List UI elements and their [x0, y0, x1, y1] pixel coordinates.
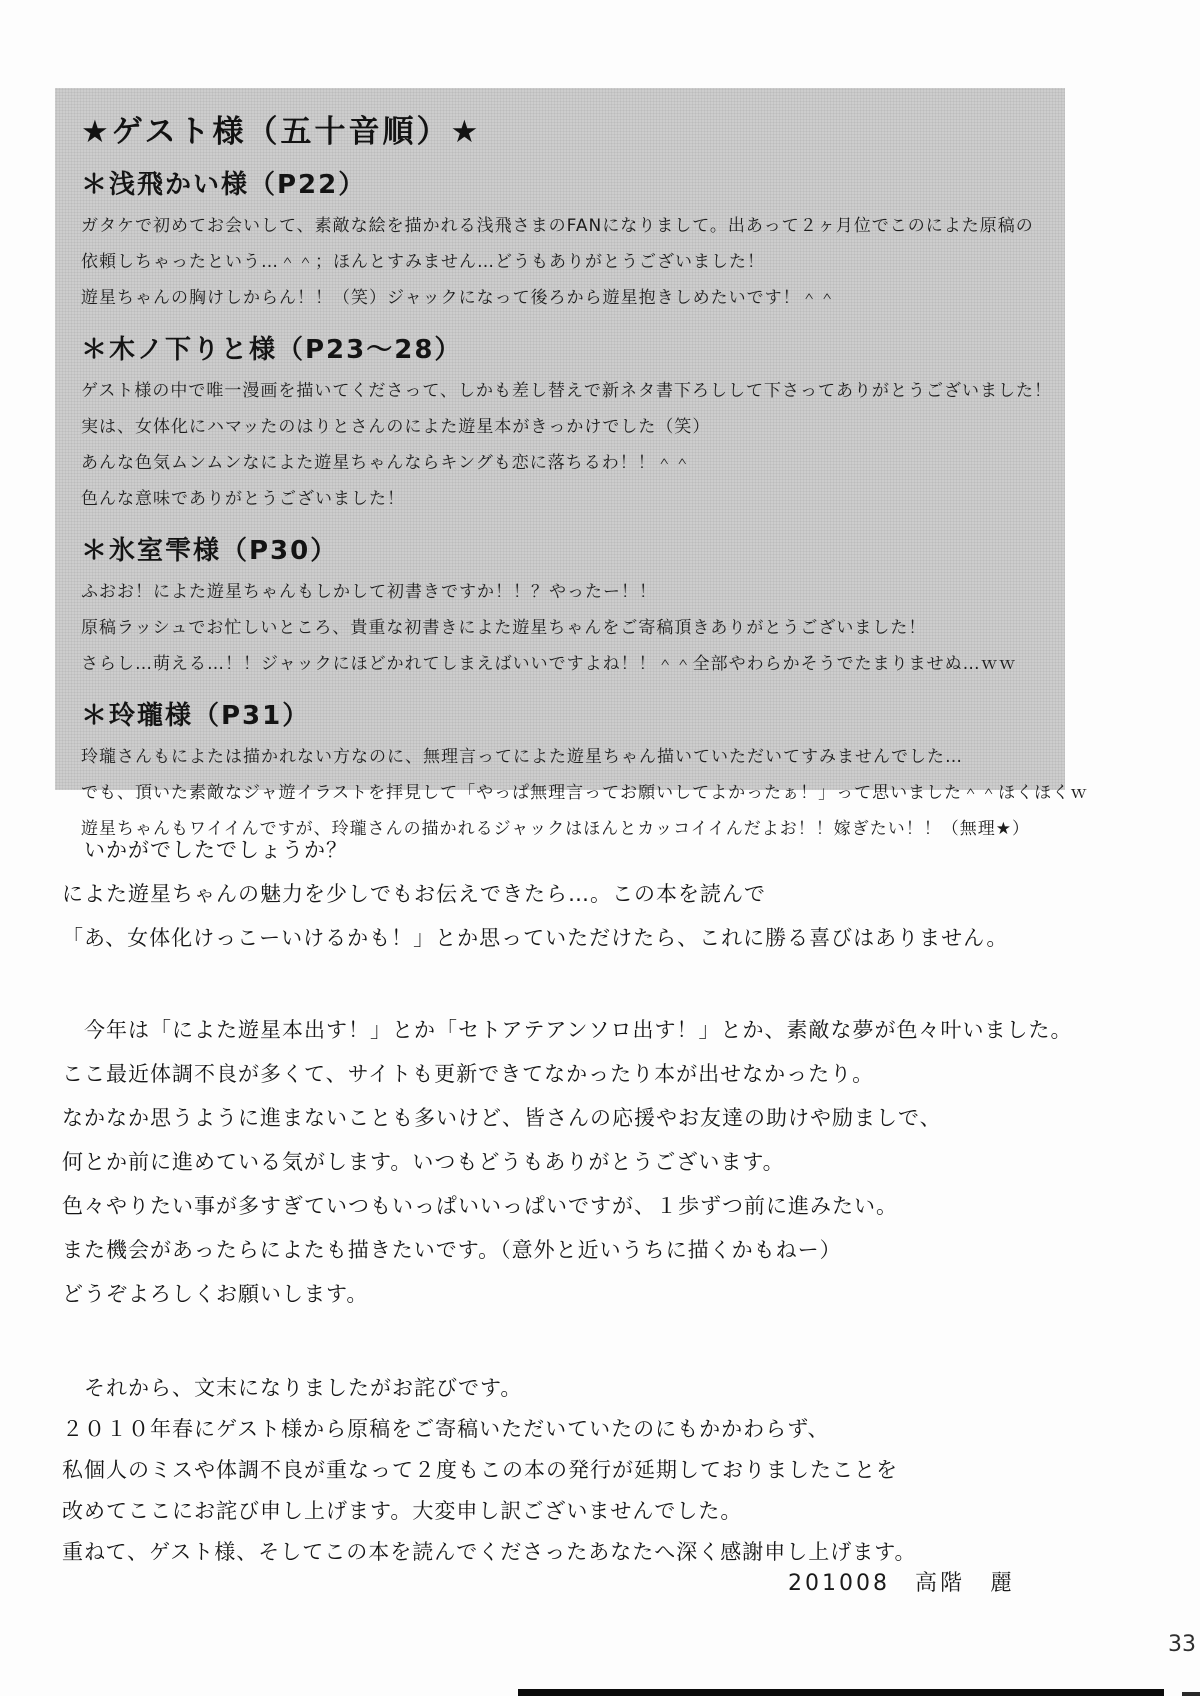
afterword-paragraph: [62, 1008, 1142, 1316]
afterword-line: 私個人のミスや体調不良が重なって２度もこの本の発行が延期しておりましたことを: [62, 1458, 898, 1482]
afterword-line: また機会があったらによたも描きたいです。（意外と近いうちに描くかもねー）: [62, 1238, 842, 1262]
guest-section-asahi: [81, 164, 1045, 316]
afterword-line: 「あ、女体化けっこーいけるかも！」とか思っていただけたら、これに勝る喜びはありません。: [62, 926, 1009, 950]
afterword-line: 今年は「によた遊星本出す！」とか「セトアテアンソロ出す！」とか、素敵な夢が色々叶いました。: [62, 1018, 1073, 1042]
afterword-line: 重ねて、ゲスト様、そしてこの本を読んでくださったあなたへ深く感謝申し上げます。: [62, 1540, 917, 1564]
page-number: 33: [1168, 1632, 1196, 1657]
afterword-line: 改めてここにお詫び申し上げます。大変申し訳ございませんでした。: [62, 1499, 743, 1523]
guest-comment-line: さらし…萌える…！！ジャックにほどかれてしまえばいいですよね！！＾＾全部やわらかそうでたまりませぬ…ｗｗ: [81, 654, 1017, 674]
afterword-line: なかなか思うように進まないことも多いけど、皆さんの応援やお友達の助けや励ましで、: [62, 1106, 942, 1130]
guest-box-title: ★ゲスト様（五十音順）★: [81, 114, 482, 150]
scan-artifact-corner: [1182, 1692, 1200, 1696]
guest-comment-line: 玲瓏さんもによたは描かれない方なのに、無理言ってによた遊星ちゃん描いていただいてすみませんでした…: [81, 747, 963, 767]
afterword-line: いかがでしたでしょうか？: [62, 838, 348, 862]
guest-section-header: ＊浅飛かい様（P22）: [81, 170, 367, 200]
guest-comment-line: 実は、女体化にハマッたのはりとさんのによた遊星本がきっかけでした（笑）: [81, 417, 711, 437]
afterword-line: どうぞよろしくお願いします。: [62, 1282, 369, 1306]
guest-comment-line: 遊星ちゃんの胸けしからん！！（笑）ジャックになって後ろから遊星抱きしめたいです！＾＾: [81, 288, 837, 308]
afterword-paragraph: [62, 828, 1142, 960]
afterword-line: ここ最近体調不良が多くて、サイトも更新できてなかったり本が出せなかったり。: [62, 1062, 875, 1086]
guest-comment-line: ふおお！によた遊星ちゃんもしかして初書きですか！！？やったー！！: [81, 582, 657, 602]
guest-comment-line: 色んな意味でありがとうございました！: [81, 489, 405, 509]
guest-comment-line: でも、頂いた素敵なジャ遊イラストを拝見して「やっぱ無理言ってお願いしてよかったぁ！」って思いました＾＾ほくほくｗ: [81, 783, 1089, 803]
afterword-line: 色々やりたい事が多すぎていつもいっぱいいっぱいですが、１歩ずつ前に進みたい。: [62, 1194, 898, 1218]
guest-comment-line: ゲスト様の中で唯一漫画を描いてくださって、しかも差し替えで新ネタ書下ろしして下さってありがとうございました！: [81, 381, 1052, 401]
afterword-line: ２０１０年春にゲスト様から原稿をご寄稿いただいていたのにもかかわらず、: [62, 1417, 830, 1441]
guest-comment-line: 遊星ちゃんもワイイんですが、玲瓏さんの描かれるジャックはほんとカッコイイんだよお！！嫁ぎたい！！（無理★）: [81, 819, 1031, 839]
guest-section-kinoshita: [81, 329, 1052, 517]
afterword-line: によた遊星ちゃんの魅力を少しでもお伝えできたら…。この本を読んで: [62, 882, 766, 906]
guest-section-reiro: [81, 695, 1089, 847]
afterword-line: それから、文末になりましたがお詫びです。: [62, 1376, 523, 1400]
guest-section-header: ＊玲瓏様（P31）: [81, 701, 311, 731]
guest-comment-line: ガタケで初めてお会いして、素敵な絵を描かれる浅飛さまのFANになりまして。出あって２ヶ月位でこのによた原稿の: [81, 216, 1034, 236]
guest-comment-line: あんな色気ムンムンなによた遊星ちゃんならキングも恋に落ちるわ！！＾＾: [81, 453, 692, 473]
guest-section-header: ＊木ノ下りと様（P23～28）: [81, 335, 463, 365]
guest-section-header: ＊氷室雫様（P30）: [81, 536, 339, 566]
afterword-paragraph: [62, 1368, 1142, 1573]
afterword-text: [62, 828, 1142, 1573]
guest-section-himuro: [81, 530, 1045, 682]
guest-comment-line: 原稿ラッシュでお忙しいところ、貴重な初書きによた遊星ちゃんをご寄稿頂きありがとうございました！: [81, 618, 927, 638]
guest-credits-box: [55, 88, 1089, 839]
scan-artifact-strip: [518, 1689, 1164, 1696]
afterword-line: 何とか前に進めている気がします。いつもどうもありがとうございます。: [62, 1150, 785, 1174]
author-signature: 201008 高階 麗: [788, 1571, 1015, 1596]
guest-comment-line: 依頼しちゃったという…＾＾；ほんとすみません…どうもありがとうございました！: [81, 252, 765, 272]
